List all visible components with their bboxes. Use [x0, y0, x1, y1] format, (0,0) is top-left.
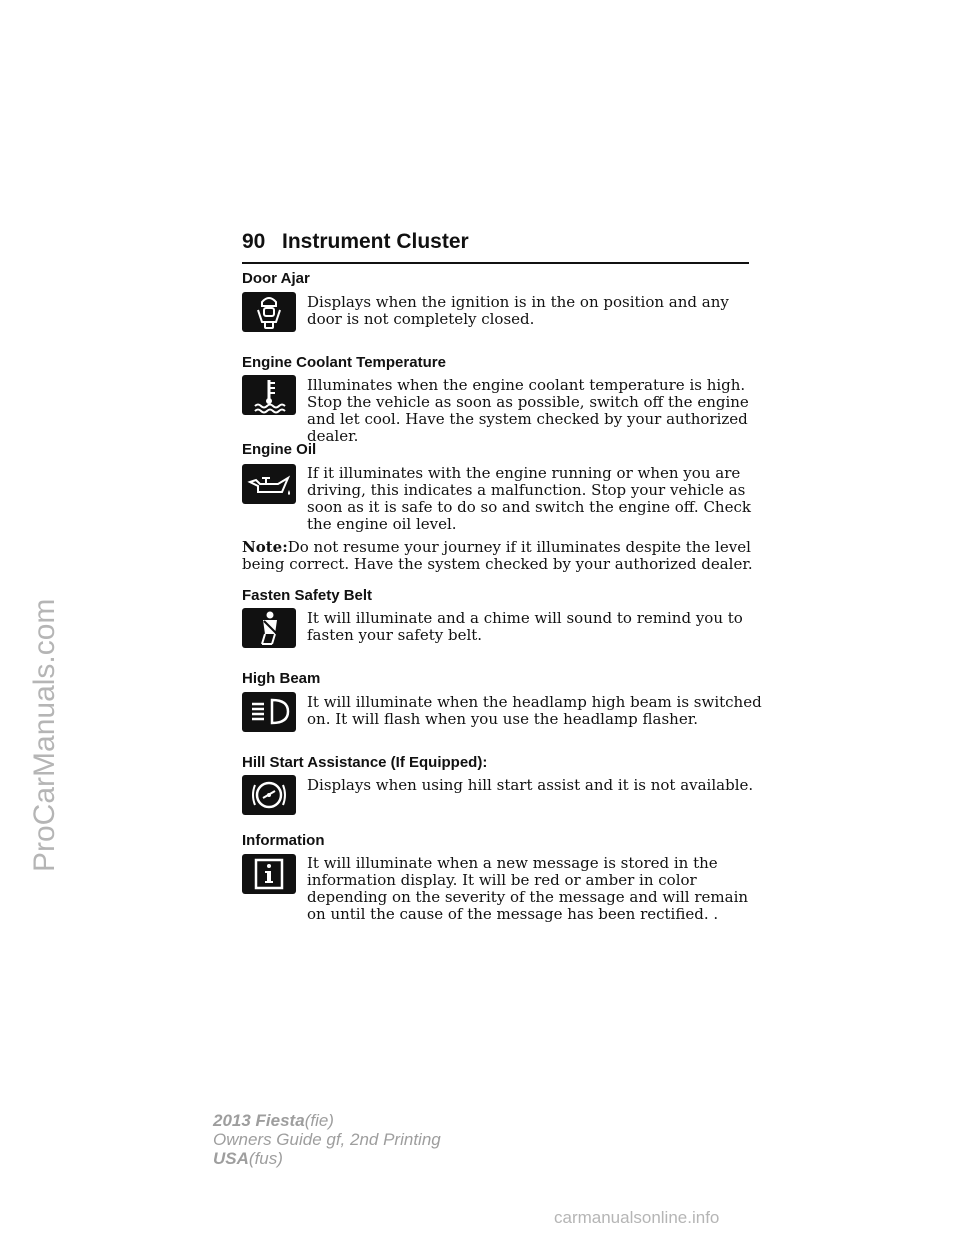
engine-oil-description	[242, 465, 762, 533]
heading-fasten-safety-belt: Fasten Safety Belt	[242, 587, 373, 604]
engine-oil-note	[242, 539, 762, 573]
note-text: Do not resume your journey if it illuminates despite the level being correct. Have the system checked by your authorized dealer.	[242, 538, 753, 573]
high-beam-text: It will illuminate when the headlamp high beam is switched on. It will flash when you use the headlamp flasher.	[307, 693, 762, 728]
footer-line-2: Owners Guide gf, 2nd Printing	[213, 1130, 441, 1149]
door-ajar-text: Displays when the ignition is in the on position and any door is not completely closed.	[307, 293, 729, 328]
engine-coolant-text: Illuminates when the engine coolant temperature is high. Stop the vehicle as soon as possible, switch off the engine and let cool. Have the system checked by your authorized dealer.	[307, 376, 749, 445]
information-description	[242, 855, 762, 923]
footer-line-3	[213, 1149, 441, 1168]
footer-model-code: (fie)	[304, 1111, 334, 1130]
footer-line-1	[213, 1111, 441, 1130]
safety-belt-text: It will illuminate and a chime will sound to remind you to fasten your safety belt.	[307, 609, 743, 644]
bottom-watermark: carmanualsonline.info	[554, 1208, 720, 1227]
footer-market-code: (fus)	[248, 1149, 283, 1168]
note-label: Note:	[242, 538, 288, 556]
door-ajar-description	[242, 294, 762, 346]
heading-engine-coolant-temperature: Engine Coolant Temperature	[242, 354, 446, 371]
section-title: Instrument Cluster	[282, 230, 469, 253]
information-text: It will illuminate when a new message is stored in the information display. It will be red or amber in color depending on the severity of the message and will remain on until the cause of the message has been rectified. .	[307, 854, 749, 923]
heading-information: Information	[242, 832, 325, 849]
footer	[213, 1111, 441, 1168]
side-watermark	[8, 0, 68, 1242]
heading-hill-start-assistance: Hill Start Assistance (If Equipped):	[242, 754, 488, 771]
side-watermark-text: ProCarManuals.com	[28, 598, 61, 872]
engine-coolant-description	[242, 377, 762, 445]
hill-start-text: Displays when using hill start assist and it is not available.	[307, 776, 754, 794]
hill-start-description	[242, 777, 762, 829]
footer-market: USA	[213, 1149, 249, 1168]
page-header	[242, 226, 749, 264]
heading-engine-oil: Engine Oil	[242, 441, 317, 458]
page-number: 90	[242, 230, 266, 253]
footer-model: 2013 Fiesta	[213, 1111, 305, 1130]
engine-oil-text: If it illuminates with the engine running or when you are driving, this indicates a malfunction. Stop your vehicle as soon as it is safe to do so and switch the engine off. Check the engine oil level.	[307, 464, 751, 533]
high-beam-description	[242, 694, 762, 746]
safety-belt-description	[242, 610, 762, 662]
heading-door-ajar: Door Ajar	[242, 270, 310, 287]
heading-high-beam: High Beam	[242, 670, 321, 687]
